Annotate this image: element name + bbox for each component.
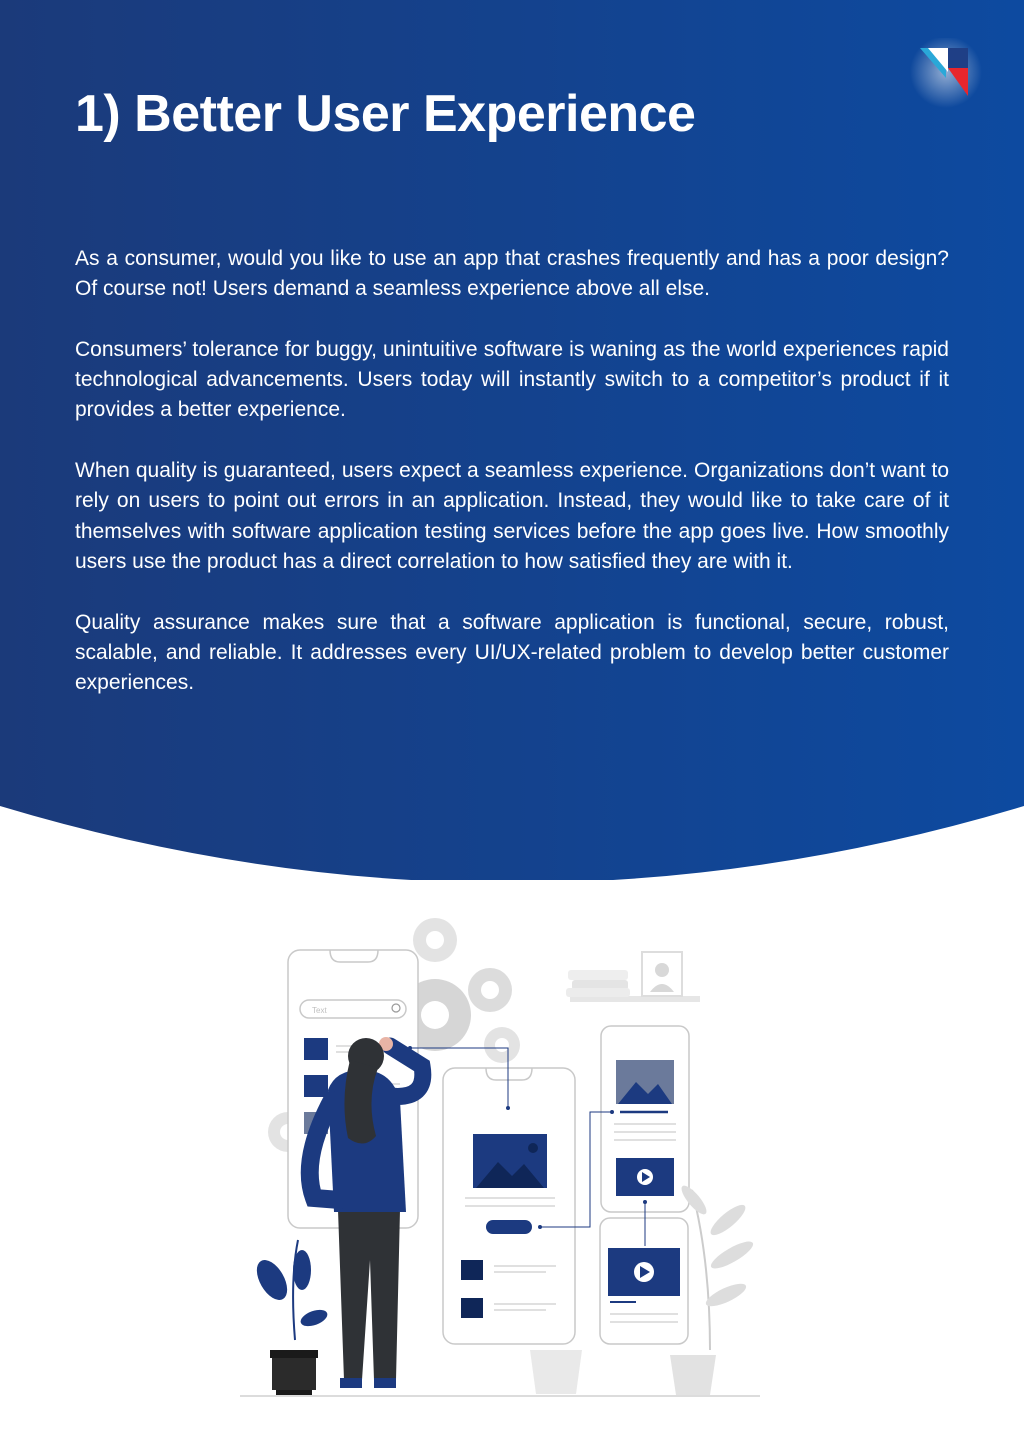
paragraph-2: Consumers’ tolerance for buggy, unintuitive software is waning as the world experiences rapid technological advancements. Users today will instantly switch to a competitor’s product if it provides a better experience. xyxy=(75,337,949,422)
page-title: 1) Better User Experience xyxy=(75,85,696,143)
phone-screen-right-bottom xyxy=(600,1218,688,1344)
shelf-decoration xyxy=(566,952,700,1002)
company-logo-icon xyxy=(906,38,986,108)
paragraph-1: As a consumer, would you like to use an app that crashes frequently and has a poor design? Of course not! Users demand a seamless experience above all else. xyxy=(75,247,949,301)
phone-screen-right-top xyxy=(601,1026,689,1212)
search-placeholder: Text xyxy=(312,1006,327,1015)
woman-reviewing-app-screens-illustration xyxy=(240,900,770,1405)
paragraph-4: Quality assurance makes sure that a software application is functional, secure, robust, scalable, and reliable. It addresses every UI/UX-related problem to develop better customer experiences. xyxy=(75,610,949,695)
plant-left-icon xyxy=(251,1240,330,1395)
paragraph-3: When quality is guaranteed, users expect a seamless experience. Organizations don’t want to rely on users to point out errors in an application. Instead, they would like to take care of it themselves with software application testing services before the app goes live. How smoothly users use the product has a direct correlation to how satisfied they are with it. xyxy=(75,459,949,573)
body-text xyxy=(75,244,949,729)
basket-decoration xyxy=(530,1350,582,1394)
